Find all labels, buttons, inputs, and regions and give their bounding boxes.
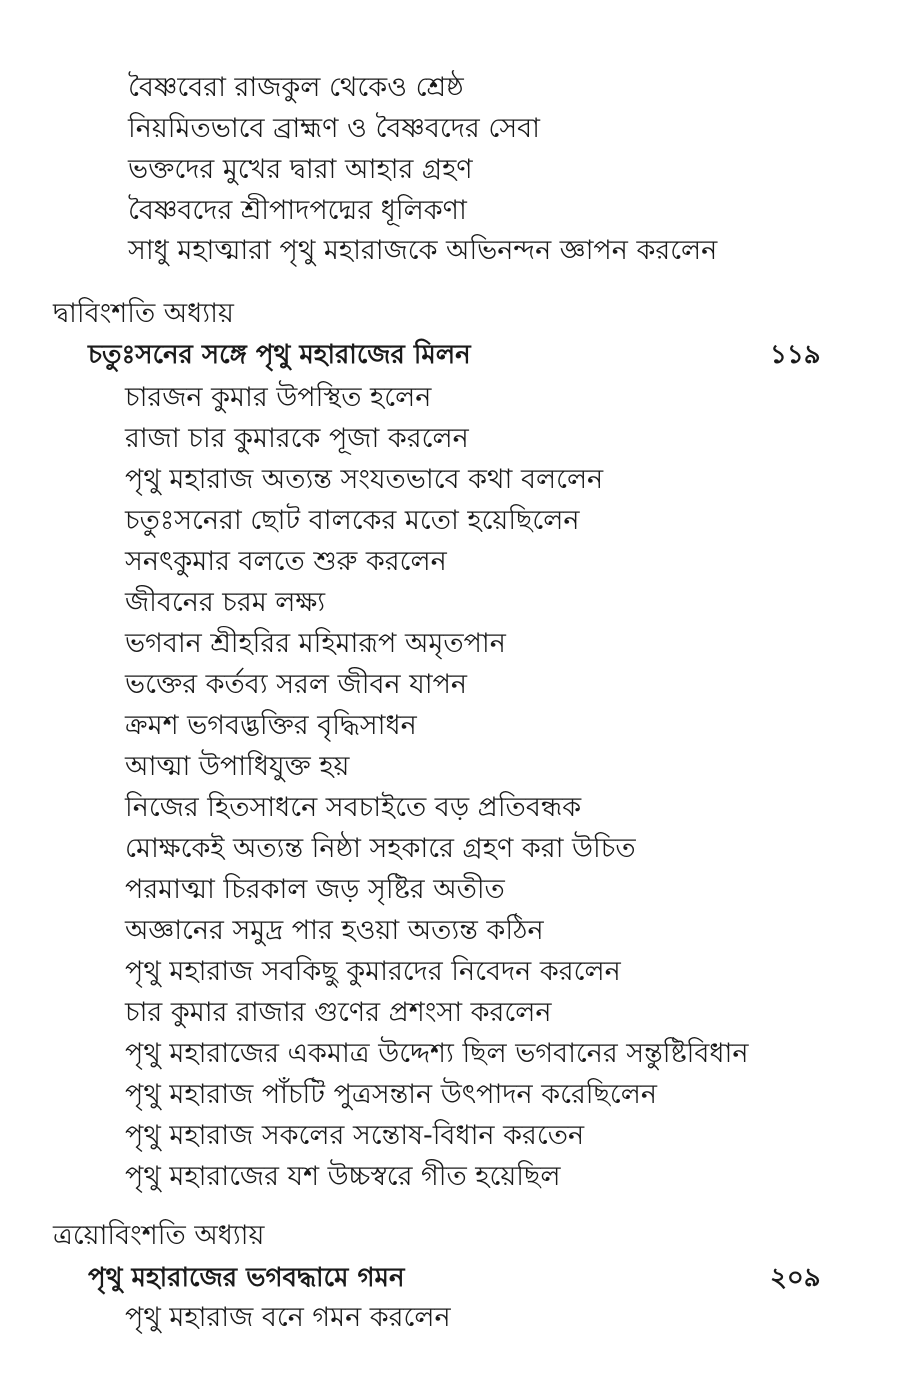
- toc-entry: সাধু মহাত্মারা পৃথু মহারাজকে অভিনন্দন জ্ঞাপন করলেন: [128, 235, 718, 266]
- toc-entry: পৃথু মহারাজ অত্যন্ত সংযতভাবে কথা বললেন: [125, 464, 604, 495]
- toc-entry: চতুঃসনেরা ছোট বালকের মতো হয়েছিলেন: [125, 505, 580, 536]
- chapter-heading: দ্বাবিংশতি অধ্যায়: [53, 298, 234, 329]
- toc-entry: সনৎকুমার বলতে শুরু করলেন: [125, 546, 447, 577]
- toc-entry: ভক্তের কর্তব্য সরল জীবন যাপন: [125, 669, 468, 700]
- toc-entry: আত্মা উপাধিযুক্ত হয়: [125, 751, 350, 782]
- toc-entry: মোক্ষকেই অত্যন্ত নিষ্ঠা সহকারে গ্রহণ করা উচিত: [125, 833, 636, 864]
- toc-entry: পৃথু মহারাজের একমাত্র উদ্দেশ্য ছিল ভগবানের সন্তুষ্টিবিধান: [125, 1038, 749, 1069]
- toc-entry: পৃথু মহারাজ সকলের সন্তোষ-বিধান করতেন: [125, 1120, 585, 1151]
- chapter-heading: ত্রয়োবিংশতি অধ্যায়: [53, 1220, 265, 1251]
- chapter-title: পৃথু মহারাজের ভগবদ্ধামে গমন: [88, 1263, 405, 1293]
- page-number: ২০৯: [770, 1263, 821, 1293]
- toc-entry: নিজের হিতসাধনে সবচাইতে বড় প্রতিবন্ধক: [125, 792, 582, 823]
- toc-entry: পৃথু মহারাজ বনে গমন করলেন: [125, 1302, 451, 1333]
- toc-entry: চার কুমার রাজার গুণের প্রশংসা করলেন: [125, 997, 552, 1028]
- toc-entry: চারজন কুমার উপস্থিত হলেন: [125, 382, 432, 413]
- toc-entry: ক্রমশ ভগবদ্ভক্তির বৃদ্ধিসাধন: [125, 710, 417, 741]
- chapter-title: চতুঃসনের সঙ্গে পৃথু মহারাজের মিলন: [88, 340, 471, 370]
- toc-entry: পৃথু মহারাজের যশ উচ্চস্বরে গীত হয়েছিল: [125, 1161, 561, 1192]
- toc-entry: পৃথু মহারাজ পাঁচটি পুত্রসন্তান উৎপাদন করেছিলেন: [125, 1079, 657, 1110]
- toc-entry: পৃথু মহারাজ সবকিছু কুমারদের নিবেদন করলেন: [125, 956, 621, 987]
- toc-entry: বৈষ্ণবদের শ্রীপাদপদ্মের ধূলিকণা: [128, 195, 467, 226]
- toc-entry: ভক্তদের মুখের দ্বারা আহার গ্রহণ: [128, 154, 473, 185]
- toc-entry: পরমাত্মা চিরকাল জড় সৃষ্টির অতীত: [125, 874, 505, 905]
- toc-entry: নিয়মিতভাবে ব্রাহ্মণ ও বৈষ্ণবদের সেবা: [128, 113, 541, 144]
- toc-entry: অজ্ঞানের সমুদ্র পার হওয়া অত্যন্ত কঠিন: [125, 915, 544, 946]
- toc-entry: রাজা চার কুমারকে পূজা করলেন: [125, 423, 469, 454]
- toc-entry: জীবনের চরম লক্ষ্য: [125, 587, 326, 618]
- toc-entry: ভগবান শ্রীহরির মহিমারূপ অমৃতপান: [125, 628, 506, 659]
- toc-entry: বৈষ্ণবেরা রাজকুল থেকেও শ্রেষ্ঠ: [128, 72, 464, 103]
- page-number: ১১৯: [770, 340, 821, 370]
